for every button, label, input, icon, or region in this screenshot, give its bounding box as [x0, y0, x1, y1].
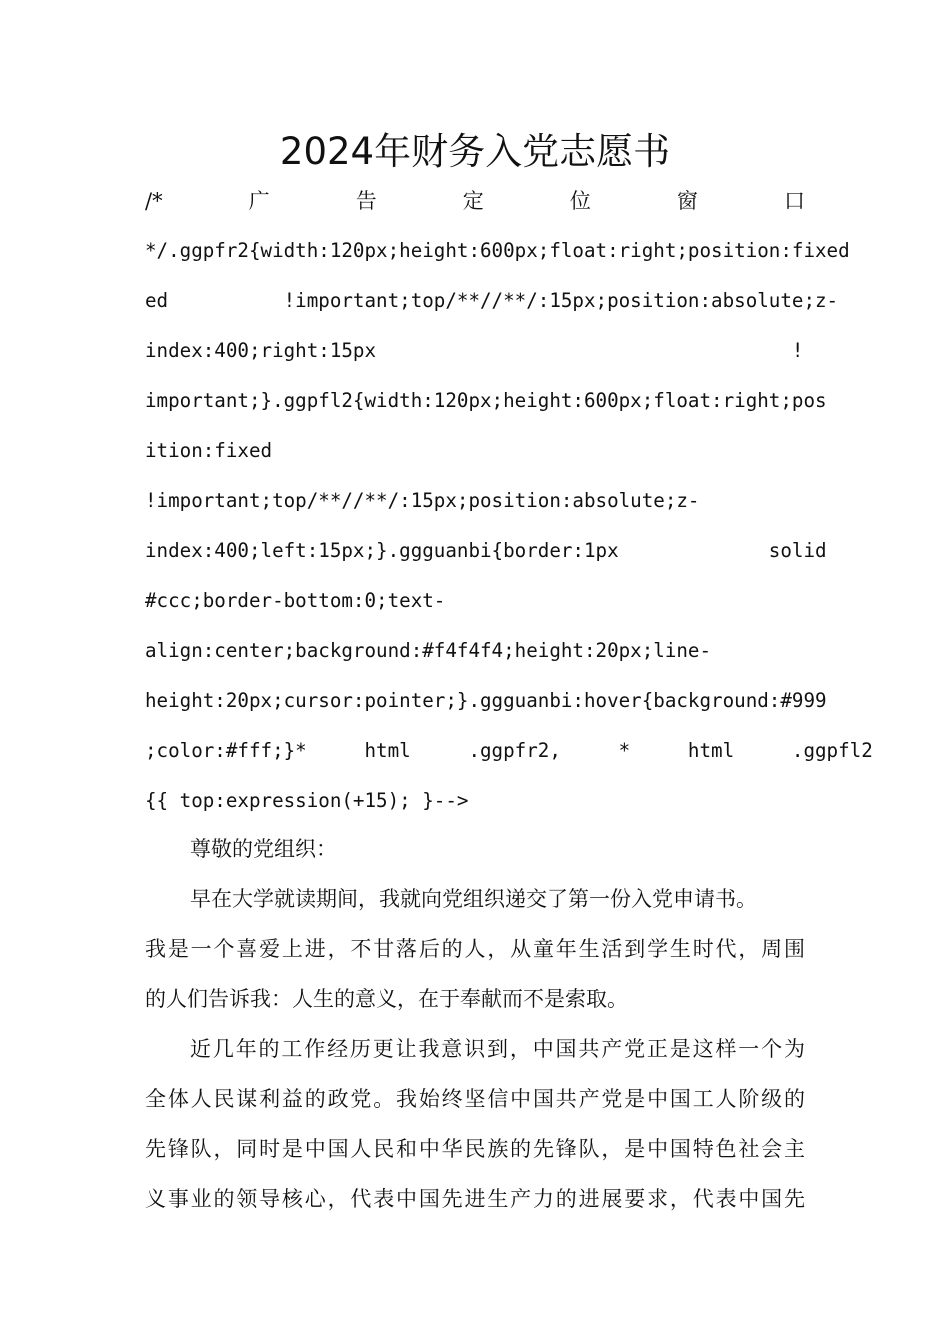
code-line-6: ition:fixed [145, 439, 273, 462]
code-line-3: ed !important;top/**//**/:15px;position:absolute;z- [145, 289, 839, 312]
code-line-12: ;color:#fff;}* html .ggpfr2, * html .ggpfl2 [145, 739, 873, 762]
paragraph-2-line-4: 义事业的领导核心，代表中国先进生产力的进展要求，代表中国先 [145, 1187, 805, 1211]
code-line-11: height:20px;cursor:pointer;}.ggguanbi:hover{background:#999 [145, 689, 827, 712]
code-line-4: index:400;right:15px ! [145, 339, 804, 362]
salutation: 尊敬的党组织： [190, 837, 337, 861]
code-line-13: {{ top:expression(+15); }--> [145, 789, 469, 812]
paragraph-1-line-2: 我是一个喜爱上进，不甘落后的人，从童年生活到学生时代，周围 [145, 937, 805, 961]
paragraph-1-line-1: 早在大学就读期间，我就向党组织递交了第一份入党申请书。 [190, 887, 757, 911]
code-line-5: important;}.ggpfl2{width:120px;height:600px;float:right;pos [145, 389, 827, 412]
code-line-8: index:400;left:15px;}.ggguanbi{border:1px solid [145, 539, 827, 562]
document-title: 2024年财务入党志愿书 [279, 130, 671, 173]
code-line-2: */.ggpfr2{width:120px;height:600px;float:right;position:fixed [145, 239, 850, 262]
code-line-10: align:center;background:#f4f4f4;height:20px;line- [145, 639, 712, 662]
paragraph-1-line-3: 的人们告诉我：人生的意义，在于奉献而不是索取。 [145, 987, 628, 1011]
paragraph-2-line-2: 全体人民谋利益的政党。我始终坚信中国共产党是中国工人阶级的 [145, 1087, 805, 1111]
code-line-1: /* 广 告 定 位 窗 口 [145, 189, 805, 213]
paragraph-2-line-3: 先锋队，同时是中国人民和中华民族的先锋队，是中国特色社会主 [145, 1137, 805, 1161]
code-line-9: #ccc;border-bottom:0;text- [145, 589, 446, 612]
paragraph-2-line-1: 近几年的工作经历更让我意识到，中国共产党正是这样一个为 [190, 1037, 805, 1061]
code-line-7: !important;top/**//**/:15px;position:absolute;z- [145, 489, 700, 512]
